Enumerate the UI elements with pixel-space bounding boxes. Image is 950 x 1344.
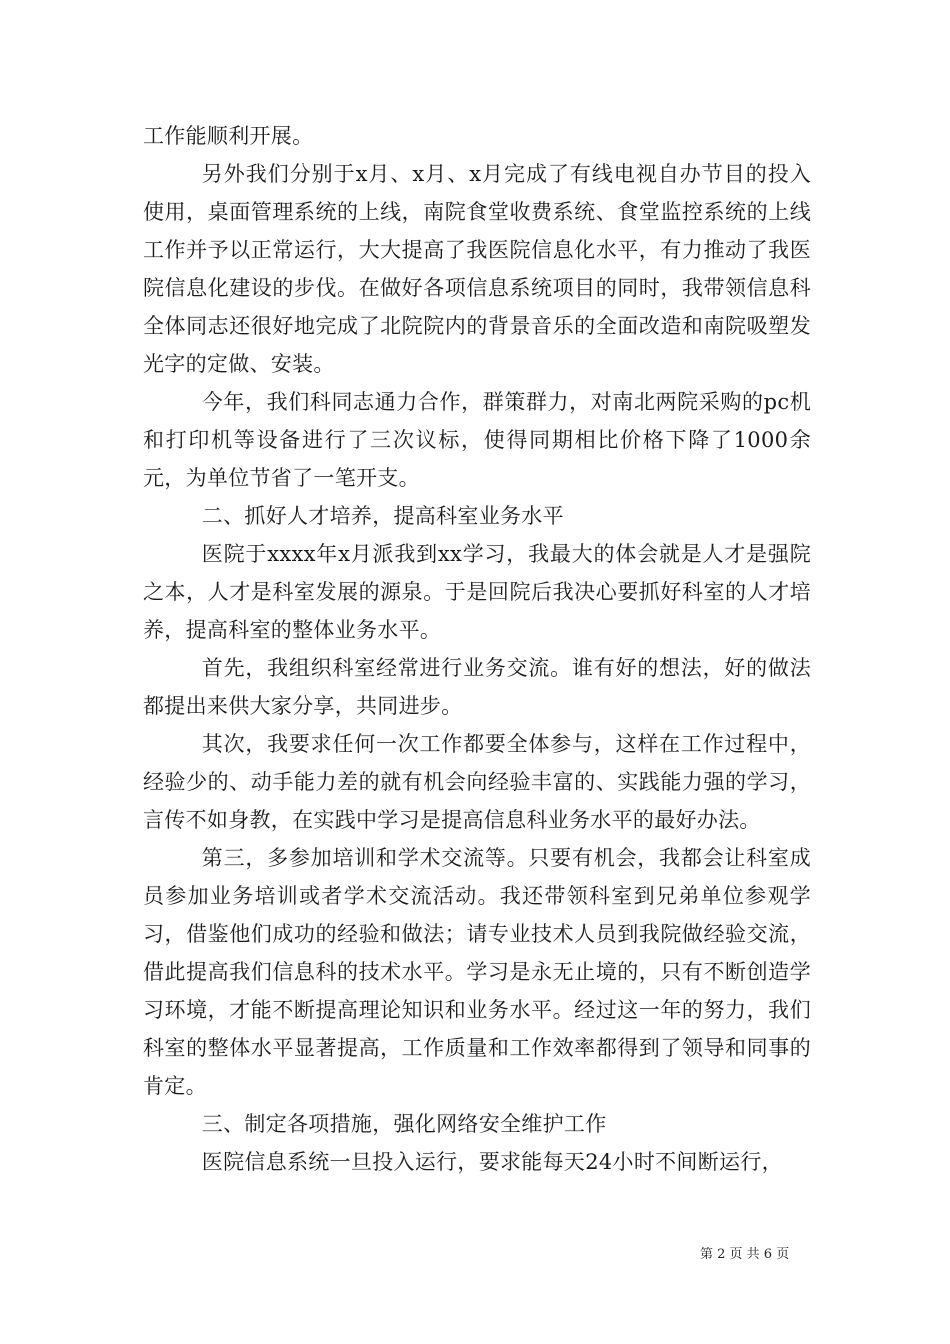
document-body [143, 117, 811, 1181]
paragraph-7: 第三，多参加培训和学术交流等。只要有机会，我都会让科室成员参加业务培训或者学术交流活动。我还带领科室到兄弟单位参观学习，借鉴他们成功的经验和做法；请专业技术人员到我院做经验交流，借此提高我们信息科的技术水平。学习是永无止境的，只有不断创造学习环境，才能不断提高理论知识和业务水平。经过这一年的努力，我们科室的整体水平显著提高，工作质量和工作效率都得到了领导和同事的肯定。 [143, 846, 811, 1098]
section-heading-2: 二、抓好人才培养，提高科室业务水平 [201, 504, 564, 528]
paragraph-8: 医院信息系统一旦投入运行，要求能每天24小时不间断运行， [201, 1150, 783, 1174]
paragraph-6: 其次，我要求任何一次工作都要全体参与，这样在工作过程中，经验少的、动手能力差的就有机会向经验丰富的、实践能力强的学习，言传不如身教，在实践中学习是提高信息科业务水平的最好办法。 [143, 732, 811, 832]
paragraph-1: 工作能顺利开展。 [143, 124, 314, 148]
paragraph-2: 另外我们分别于x月、x月、x月完成了有线电视自办节目的投入使用，桌面管理系统的上线，南院食堂收费系统、食堂监控系统的上线工作并予以正常运行，大大提高了我医院信息化水平，有力推动了我医院信息化建设的步伐。在做好各项信息系统项目的同时，我带领信息科全体同志还很好地完成了北院院内的背景音乐的全面改造和南院吸塑发光字的定做、安装。 [143, 162, 811, 376]
paragraph-3: 今年，我们科同志通力合作，群策群力，对南北两院采购的pc机和打印机等设备进行了三次议标，使得同期相比价格下降了1000余元，为单位节省了一笔开支。 [143, 390, 811, 490]
page-number-label: 第 2 页 共 6 页 [700, 1247, 790, 1262]
section-heading-3: 三、制定各项措施，强化网络安全维护工作 [201, 1112, 607, 1136]
paragraph-4: 医院于xxxx年x月派我到xx学习，我最大的体会就是人才是强院之本，人才是科室发展的源泉。于是回院后我决心要抓好科室的人才培养，提高科室的整体业务水平。 [143, 542, 811, 642]
page-footer [700, 1246, 830, 1264]
paragraph-5: 首先，我组织科室经常进行业务交流。谁有好的想法，好的做法都提出来供大家分享，共同进步。 [143, 656, 811, 718]
